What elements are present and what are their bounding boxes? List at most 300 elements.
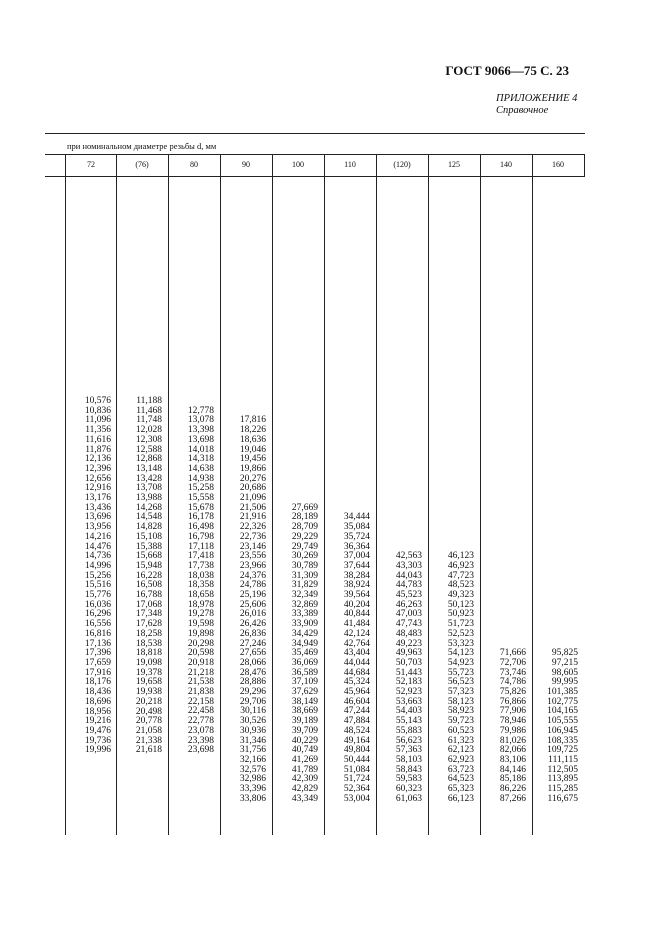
- table-cell: 10,576: [84, 396, 111, 406]
- table-cell: 16,036: [84, 599, 111, 610]
- table-cell: 16,228: [135, 570, 162, 581]
- table-cell: 22,736: [239, 531, 266, 542]
- table-cell: 105,555: [547, 716, 578, 727]
- table-cell: 47,723: [447, 570, 474, 581]
- table-cell: 17,068: [135, 599, 162, 610]
- column-header: 140: [500, 160, 512, 169]
- table-cell: 101,385: [547, 687, 578, 697]
- table-cell: 40,844: [343, 609, 370, 620]
- table-cell: 53,663: [395, 696, 422, 707]
- column-header: 125: [448, 160, 460, 169]
- table-cell: 106,945: [547, 725, 578, 736]
- table-cell: 11,356: [85, 425, 111, 436]
- table-cell: 102,775: [547, 696, 578, 707]
- table-cell: 14,476: [84, 541, 111, 552]
- table-cell: 13,956: [84, 522, 111, 533]
- table-cell: 17,136: [84, 638, 111, 649]
- table-cell: 42,563: [395, 551, 422, 562]
- table-cell: 44,684: [343, 667, 370, 678]
- table-cell: 16,798: [187, 531, 214, 542]
- table-cell: 55,883: [395, 725, 422, 736]
- table-cell: 79,986: [499, 725, 526, 736]
- table-cell: 60,523: [447, 725, 474, 736]
- table-cell: 37,644: [343, 560, 370, 571]
- table-cell: 28,709: [291, 522, 318, 533]
- table-cell: 26,836: [239, 628, 266, 639]
- table-cell: 36,589: [291, 667, 318, 678]
- table-cell: 32,869: [291, 599, 318, 610]
- table-cell: 15,558: [187, 493, 214, 504]
- table-cell: 115,285: [547, 784, 578, 795]
- table-cell: 20,686: [239, 483, 266, 494]
- table-cell: 19,598: [187, 619, 214, 630]
- table-cell: 18,658: [187, 590, 214, 601]
- table-cell: 37,629: [291, 687, 318, 698]
- table-cell: 41,269: [291, 754, 318, 765]
- table-cell: 85,186: [499, 774, 526, 785]
- table-cell: 20,498: [135, 706, 162, 717]
- table-cell: 38,669: [291, 706, 318, 717]
- table-cell: 66,123: [447, 793, 474, 804]
- table-cell: 14,268: [135, 502, 162, 513]
- table-cell: 14,996: [84, 560, 111, 571]
- table-cell: 15,516: [84, 580, 111, 591]
- table-cell: 30,936: [239, 725, 266, 736]
- table-cell: 23,556: [239, 551, 266, 562]
- column-divider: [428, 154, 429, 835]
- table-cell: 45,964: [343, 687, 370, 698]
- table-cell: 40,229: [291, 735, 318, 746]
- table-cell: 14,018: [187, 444, 214, 455]
- table-cell: 22,778: [187, 716, 214, 727]
- table-cell: 77,906: [499, 706, 526, 717]
- appendix-title: ПРИЛОЖЕНИЕ 4: [496, 93, 578, 104]
- table-cell: 20,276: [239, 473, 266, 484]
- table-cell: 47,244: [343, 706, 370, 717]
- table-cell: 104,165: [547, 706, 578, 717]
- table-cell: 14,216: [84, 531, 111, 542]
- table-cell: 21,058: [135, 725, 162, 736]
- table-cell: 13,398: [187, 425, 214, 436]
- column-header: (76): [135, 160, 149, 169]
- table-cell: 36,069: [291, 657, 318, 668]
- table-cell: 20,298: [187, 638, 214, 649]
- table-cell: 28,066: [239, 657, 266, 668]
- table-cell: 18,636: [239, 434, 266, 445]
- table-column: [326, 513, 370, 804]
- table-cell: 12,916: [84, 483, 111, 494]
- page-header: ГОСТ 9066—75 С. 23: [445, 63, 569, 78]
- table-cell: 16,498: [187, 522, 214, 533]
- table-cell: 21,506: [239, 502, 266, 513]
- table-cell: 12,588: [135, 444, 162, 455]
- table-cell: 19,476: [84, 725, 111, 736]
- table-top-rule: [45, 133, 585, 134]
- table-cell: 35,469: [291, 648, 318, 659]
- table-cell: 78,946: [499, 716, 526, 727]
- table-cell: 63,723: [447, 764, 474, 775]
- table-cell: 29,296: [239, 687, 266, 698]
- column-divider: [324, 154, 325, 835]
- table-cell: 42,829: [291, 784, 318, 795]
- table-cell: 15,668: [135, 551, 162, 562]
- table-cell: 17,396: [84, 648, 111, 659]
- table-cell: 20,598: [187, 648, 214, 659]
- table-cell: 95,825: [551, 648, 578, 659]
- table-cell: 18,226: [239, 425, 266, 436]
- table-cell: 49,223: [395, 638, 422, 649]
- table-cell: 51,443: [395, 667, 422, 678]
- table-cell: 20,218: [135, 696, 162, 707]
- table-cell: 11,616: [85, 434, 111, 445]
- table-cell: 49,164: [343, 735, 370, 746]
- table-cell: 38,149: [291, 696, 318, 707]
- table-cell: 32,576: [239, 764, 266, 775]
- table-cell: 18,818: [135, 648, 162, 659]
- table-cell: 48,523: [447, 580, 474, 591]
- column-divider: [116, 154, 117, 835]
- table-cell: 55,723: [447, 667, 474, 678]
- table-cell: 50,923: [447, 609, 474, 620]
- table-cell: 12,136: [84, 454, 111, 465]
- table-cell: 50,444: [343, 754, 370, 765]
- table-column: [378, 552, 422, 804]
- table-cell: 64,523: [447, 774, 474, 785]
- table-cell: 30,789: [291, 560, 318, 571]
- table-cell: 61,323: [447, 735, 474, 746]
- table-cell: 21,838: [187, 687, 214, 698]
- table-cell: 23,966: [239, 560, 266, 571]
- table-cell: 11,748: [136, 415, 162, 426]
- table-cell: 22,458: [187, 706, 214, 717]
- table-cell: 27,669: [291, 502, 318, 513]
- table-cell: 22,158: [187, 696, 214, 707]
- table-cell: 56,623: [395, 735, 422, 746]
- table-cell: 14,828: [135, 522, 162, 533]
- table-cell: 109,725: [547, 745, 578, 756]
- column-header: 72: [87, 160, 95, 169]
- table-cell: 23,146: [239, 541, 266, 552]
- table-cell: 52,183: [395, 677, 422, 688]
- table-cell: 23,078: [187, 725, 214, 736]
- table-cell: 42,309: [291, 774, 318, 785]
- table-cell: 52,364: [343, 784, 370, 795]
- table-cell: 14,638: [187, 463, 214, 474]
- table-cell: 15,948: [135, 560, 162, 571]
- table-cell: 62,123: [447, 745, 474, 756]
- table-cell: 46,604: [343, 696, 370, 707]
- table-cell: 29,229: [291, 531, 318, 542]
- table-cell: 55,143: [395, 716, 422, 727]
- table-cell: 98,605: [551, 667, 578, 678]
- table-cell: 54,923: [447, 657, 474, 668]
- table-cell: 26,426: [239, 619, 266, 630]
- table-cell: 17,816: [239, 415, 266, 426]
- table-cell: 16,508: [135, 580, 162, 591]
- table-cell: 33,909: [291, 619, 318, 630]
- table-cell: 52,923: [395, 687, 422, 698]
- table-cell: 41,789: [291, 764, 318, 775]
- table-cell: 43,404: [343, 648, 370, 659]
- table-cell: 50,123: [447, 599, 474, 610]
- column-divider: [480, 154, 481, 835]
- table-cell: 19,046: [239, 444, 266, 455]
- table-cell: 39,189: [291, 716, 318, 727]
- table-cell: 46,263: [395, 599, 422, 610]
- table-cell: 20,918: [187, 657, 214, 668]
- table-cell: 26,016: [239, 609, 266, 620]
- table-cell: 23,398: [187, 735, 214, 746]
- table-cell: 54,123: [447, 648, 474, 659]
- table-cell: 49,323: [447, 590, 474, 600]
- column-divider: [376, 154, 377, 835]
- table-cell: 18,436: [84, 687, 111, 698]
- table-cell: 53,004: [343, 793, 370, 804]
- column-divider: [532, 154, 533, 835]
- table-cell: 11,468: [136, 405, 162, 416]
- table-cell: 99,995: [551, 677, 578, 688]
- table-cell: 27,246: [239, 638, 266, 649]
- table-cell: 21,096: [239, 493, 266, 504]
- table-cell: 16,788: [135, 590, 162, 601]
- table-cell: 59,583: [395, 774, 422, 785]
- table-cell: 18,038: [187, 570, 214, 581]
- table-cell: 60,323: [395, 784, 422, 795]
- table-cell: 18,538: [135, 638, 162, 649]
- table-cell: 19,278: [187, 609, 214, 620]
- table-cell: 47,884: [343, 716, 370, 727]
- table-cell: 31,309: [291, 570, 318, 581]
- table-cell: 17,118: [188, 541, 214, 552]
- column-divider: [168, 154, 169, 835]
- table-cell: 40,749: [291, 745, 318, 756]
- table-cell: 12,656: [84, 473, 111, 484]
- table-cell: 46,923: [447, 560, 474, 571]
- table-cell: 15,388: [135, 541, 162, 552]
- table-cell: 73,746: [499, 667, 526, 678]
- table-cell: 76,866: [499, 696, 526, 707]
- table-cell: 19,658: [135, 677, 162, 688]
- table-cell: 57,363: [395, 745, 422, 756]
- table-cell: 58,103: [395, 754, 422, 765]
- table-column: [482, 649, 526, 804]
- table-cell: 35,084: [343, 522, 370, 533]
- table-cell: 31,756: [239, 745, 266, 756]
- table-cell: 24,786: [239, 580, 266, 591]
- appendix-label: [496, 93, 577, 117]
- table-cell: 58,843: [395, 764, 422, 775]
- table-cell: 16,296: [84, 609, 111, 620]
- table-cell: 12,868: [135, 454, 162, 465]
- table-cell: 43,303: [395, 560, 422, 571]
- table-cell: 42,124: [343, 628, 370, 639]
- table-column: [170, 407, 214, 756]
- table-cell: 39,709: [291, 725, 318, 736]
- table-cell: 12,308: [135, 434, 162, 445]
- table-cell: 14,736: [84, 551, 111, 562]
- table-cell: 18,978: [187, 599, 214, 610]
- table-cell: 111,115: [548, 754, 578, 765]
- table-cell: 108,335: [547, 735, 578, 746]
- table-cell: 56,523: [447, 677, 474, 688]
- table-cell: 45,523: [395, 590, 422, 600]
- table-cell: 14,938: [187, 473, 214, 484]
- table-cell: 17,348: [135, 609, 162, 620]
- table-cell: 13,176: [84, 493, 111, 504]
- table-column: [430, 552, 474, 804]
- header-top-rule: [45, 154, 585, 155]
- table-cell: 81,026: [499, 735, 526, 746]
- table-cell: 17,916: [84, 667, 111, 678]
- table-cell: 29,706: [239, 696, 266, 707]
- table-cell: 21,916: [239, 512, 266, 523]
- table-cell: 12,028: [135, 425, 162, 436]
- table-column: [534, 649, 578, 804]
- table-cell: 15,678: [187, 502, 214, 513]
- table-column: [222, 416, 266, 804]
- table-cell: 54,403: [395, 706, 422, 717]
- table-cell: 15,258: [187, 483, 214, 494]
- table-cell: 20,778: [135, 716, 162, 727]
- table-cell: 51,084: [343, 764, 370, 775]
- table-cell: 17,418: [187, 551, 214, 562]
- table-cell: 18,696: [84, 696, 111, 707]
- table-cell: 19,378: [135, 667, 162, 678]
- table-cell: 41,484: [343, 619, 370, 630]
- table-cell: 87,266: [499, 793, 526, 804]
- table-cell: 34,949: [291, 638, 318, 649]
- table-cell: 14,548: [135, 512, 162, 523]
- table-cell: 19,898: [187, 628, 214, 639]
- table-cell: 24,376: [239, 570, 266, 581]
- table-cell: 11,188: [136, 396, 162, 406]
- table-cell: 62,923: [447, 754, 474, 765]
- table-cell: 16,816: [84, 628, 111, 639]
- table-cell: 12,396: [84, 463, 111, 474]
- table-cell: 47,003: [395, 609, 422, 620]
- table-cell: 33,806: [239, 793, 266, 804]
- column-header: 160: [552, 160, 564, 169]
- table-cell: 22,326: [239, 522, 266, 533]
- table-caption: при номинальном диаметре резьбы d, мм: [67, 141, 217, 151]
- table-cell: 27,656: [239, 648, 266, 659]
- table-cell: 75,826: [499, 687, 526, 697]
- table-cell: 16,556: [84, 619, 111, 630]
- table-cell: 17,659: [84, 657, 111, 668]
- table-cell: 50,703: [395, 657, 422, 668]
- column-header: 80: [190, 160, 198, 169]
- table-cell: 74,786: [499, 677, 526, 688]
- table-cell: 51,724: [343, 774, 370, 785]
- table-cell: 19,996: [84, 745, 111, 756]
- table-cell: 11,096: [85, 415, 111, 426]
- table-cell: 47,743: [395, 619, 422, 630]
- table-cell: 83,106: [499, 754, 526, 765]
- table-cell: 71,666: [499, 648, 526, 659]
- table-cell: 15,256: [84, 570, 111, 581]
- table-cell: 25,196: [239, 590, 266, 601]
- table-cell: 13,436: [84, 502, 111, 513]
- table-cell: 32,349: [291, 590, 318, 601]
- table-cell: 84,146: [499, 764, 526, 775]
- table-cell: 52,523: [447, 628, 474, 639]
- table-cell: 34,444: [343, 512, 370, 523]
- column-header: 110: [344, 160, 356, 169]
- table-cell: 46,123: [447, 551, 474, 562]
- table-cell: 51,723: [447, 619, 474, 630]
- table-cell: 112,505: [547, 764, 578, 775]
- table-cell: 58,123: [447, 696, 474, 707]
- table-cell: 43,349: [291, 793, 318, 804]
- table-column: [118, 397, 162, 756]
- table-cell: 32,166: [239, 755, 266, 765]
- table-cell: 15,108: [135, 531, 162, 542]
- table-column: [274, 504, 318, 805]
- column-header: (120): [393, 160, 411, 169]
- table-cell: 57,323: [447, 687, 474, 698]
- table-cell: 37,004: [343, 551, 370, 562]
- table-cell: 44,043: [395, 570, 422, 581]
- table-cell: 34,429: [291, 628, 318, 639]
- table-cell: 13,148: [135, 463, 162, 474]
- table-cell: 18,258: [135, 628, 162, 639]
- table-cell: 113,895: [547, 774, 578, 785]
- table-cell: 16,178: [187, 512, 214, 523]
- table-cell: 53,323: [447, 638, 474, 649]
- table-cell: 21,338: [135, 735, 162, 746]
- table-cell: 13,078: [187, 415, 214, 426]
- table-cell: 17,628: [135, 619, 162, 630]
- column-divider: [65, 154, 66, 835]
- table-cell: 33,396: [239, 784, 266, 795]
- table-cell: 40,204: [343, 599, 370, 610]
- table-cell: 29,749: [291, 541, 318, 552]
- table-cell: 13,696: [84, 512, 111, 523]
- table-cell: 37,109: [291, 677, 318, 688]
- table-cell: 32,986: [239, 774, 266, 785]
- table-cell: 116,675: [547, 793, 578, 804]
- table-cell: 72,706: [499, 657, 526, 668]
- table-cell: 18,956: [84, 706, 111, 717]
- table-cell: 23,698: [187, 745, 214, 756]
- table-cell: 10,836: [84, 405, 111, 416]
- table-cell: 21,618: [135, 745, 162, 756]
- table-cell: 19,866: [239, 463, 266, 474]
- table-cell: 48,524: [343, 725, 370, 736]
- table-cell: 18,176: [84, 677, 111, 688]
- table-cell: 33,389: [291, 609, 318, 620]
- table-cell: 38,284: [343, 570, 370, 581]
- table-cell: 14,318: [187, 454, 214, 465]
- table-cell: 15,776: [84, 590, 111, 601]
- column-divider: [272, 154, 273, 835]
- table-cell: 82,066: [499, 745, 526, 756]
- table-cell: 44,783: [395, 580, 422, 591]
- table-cell: 11,876: [85, 444, 111, 455]
- table-cell: 65,323: [447, 784, 474, 795]
- table-cell: 86,226: [499, 784, 526, 795]
- table-cell: 19,736: [84, 735, 111, 746]
- table-cell: 45,324: [343, 677, 370, 688]
- table-cell: 36,364: [343, 541, 370, 552]
- table-cell: 48,483: [395, 628, 422, 639]
- table-cell: 17,738: [187, 560, 214, 571]
- table-cell: 49,963: [395, 648, 422, 659]
- table-cell: 61,063: [395, 793, 422, 804]
- table-cell: 39,564: [343, 590, 370, 601]
- column-header: 100: [292, 160, 304, 169]
- table-cell: 97,215: [551, 657, 578, 668]
